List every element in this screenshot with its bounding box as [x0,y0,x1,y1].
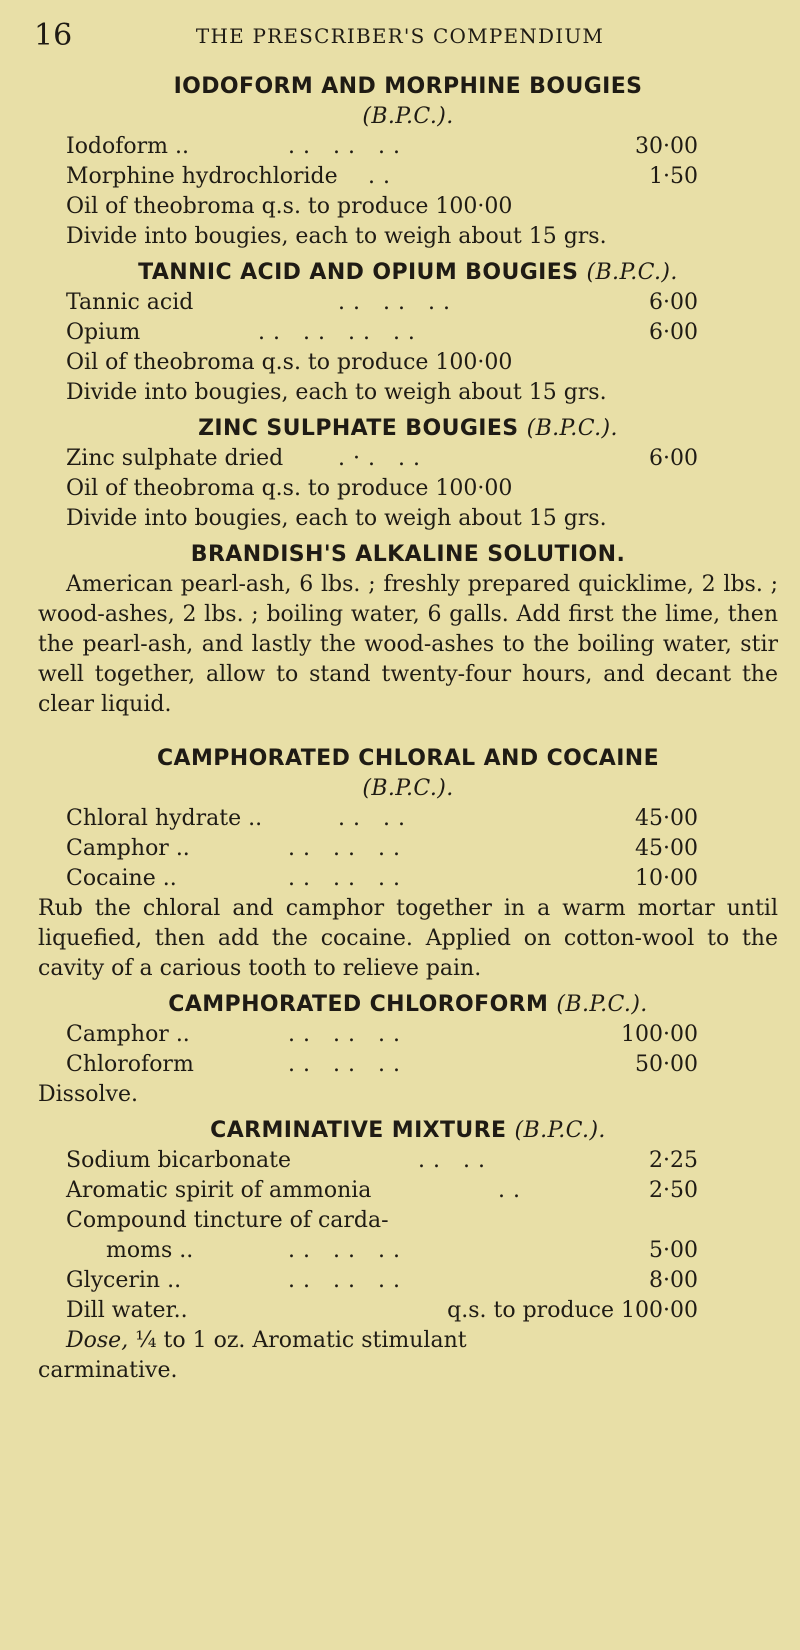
ingredient-row: Aromatic spirit of ammonia .. 2·50 [66,1178,698,1203]
ingredient-row: Camphor .. .. .. .. 100·00 [66,1022,698,1047]
ingredient-row: Sodium bicarbonate .. .. 2·25 [66,1148,698,1173]
page-content [38,72,778,1386]
paragraph-chloral: Rub the chloral and camphor together in a warm mortar until liquefied, then add the cocaine. Applied on cotton-wool to the cavity of a carious tooth to relieve pain. [38,896,778,981]
instruction-line: Compound tincture of carda- [66,1208,389,1233]
ingredient-row: Camphor .. .. .. .. 45·00 [66,836,698,861]
section-title-zinc: ZINC SULPHATE BOUGIES (B.P.C.). [198,416,618,441]
section-title-chloroform: CAMPHORATED CHLOROFORM (B.P.C.). [168,992,648,1017]
page-number: 16 [34,18,73,53]
section-title-iodoform: IODOFORM AND MORPHINE BOUGIES [173,74,643,99]
ingredient-row: Tannic acid .. .. .. 6·00 [66,290,698,315]
ingredient-row: moms .. .. .. .. 5·00 [106,1238,698,1263]
running-head [34,18,766,52]
ingredient-row: Dill water.. q.s. to produce 100·00 [66,1298,698,1323]
running-title: THE PRESCRIBER'S COMPENDIUM [195,24,605,48]
instruction-line: Dissolve. [38,1082,138,1107]
source-chloral: (B.P.C.). [362,776,454,801]
ingredient-row: Opium .. .. .. .. 6·00 [66,320,698,345]
section-title-carminative: CARMINATIVE MIXTURE (B.P.C.). [210,1118,606,1143]
instruction-line: Divide into bougies, each to weigh about 15 grs. [66,506,607,531]
ingredient-row: Morphine hydrochloride .. 1·50 [66,164,698,189]
ingredient-row: Glycerin .. .. .. .. 8·00 [66,1268,698,1293]
section-title-tannic: TANNIC ACID AND OPIUM BOUGIES (B.P.C.). [138,260,678,285]
section-title-chloral: CAMPHORATED CHLORAL AND COCAINE [156,746,660,771]
instruction-line: Oil of theobroma q.s. to produce 100·00 [66,350,513,375]
ingredient-row: Chloroform .. .. .. 50·00 [66,1052,698,1077]
source-iodoform: (B.P.C.). [362,104,454,129]
ingredient-row: Chloral hydrate .. .. .. 45·00 [66,806,698,831]
dose-line-end: carminative. [38,1358,178,1383]
instruction-line: Divide into bougies, each to weigh about 15 grs. [66,380,607,405]
ingredient-row: Cocaine .. .. .. .. 10·00 [66,866,698,891]
instruction-line: Divide into bougies, each to weigh about 15 grs. [66,224,607,249]
ingredient-row: Iodoform .. .. .. .. 30·00 [66,134,698,159]
instruction-line: Oil of theobroma q.s. to produce 100·00 [66,194,513,219]
instruction-line: Oil of theobroma q.s. to produce 100·00 [66,476,513,501]
ingredient-row: Zinc sulphate dried .·. .. 6·00 [66,446,698,471]
dose-line: Dose, ¼ to 1 oz. Aromatic stimulant [66,1328,467,1353]
section-title-brandish: BRANDISH'S ALKALINE SOLUTION. [190,542,626,567]
paragraph-brandish: American pearl-ash, 6 lbs. ; freshly prepared quicklime, 2 lbs. ; wood-ashes, 2 lbs. ; boiling water, 6 galls. Add first the lime, then the pearl-ash, and lastly the wood-ashes to the boiling water, stir well together, allow to stand twenty-four hours, and decant the clear liquid. [38,572,778,717]
